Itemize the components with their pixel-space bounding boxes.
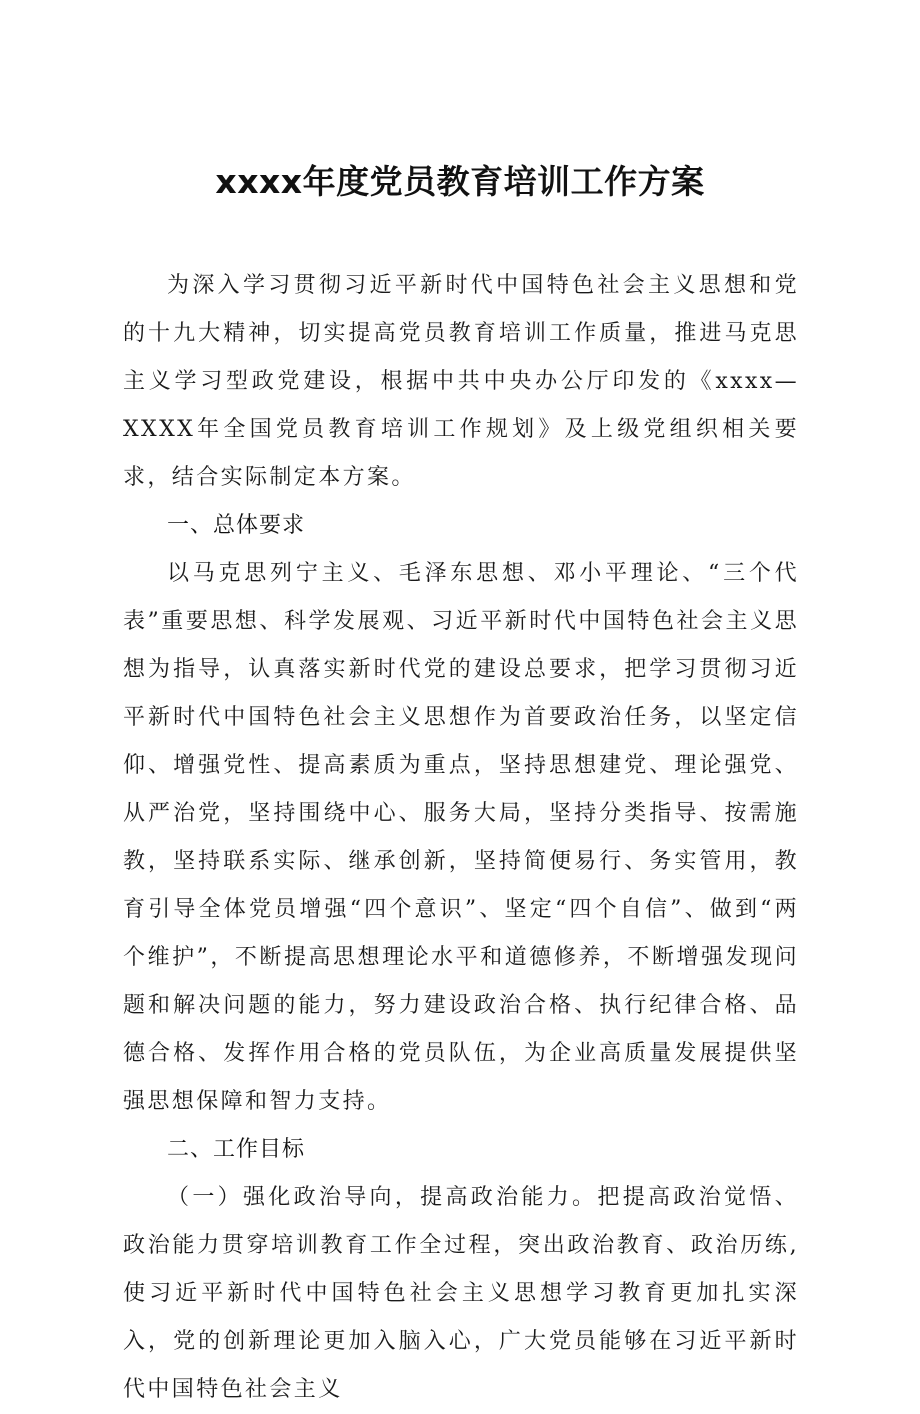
section-heading-general-requirements: 一、总体要求: [167, 513, 306, 538]
work-goals-item-1-paragraph: （一）强化政治导向，提高政治能力。把提高政治觉悟、政治能力贯穿培训教育工作全过程，突出政治教育、政治历练,使习近平新时代中国特色社会主义思想学习教育更加扎实深入，党的创新理论更加入脑入心，广大党员能够在习近平新时代中国特色社会主义: [123, 1185, 799, 1402]
document-body: [123, 262, 799, 1414]
general-requirements-paragraph: 以马克思列宁主义、毛泽东思想、邓小平理论、“三个代表”重要思想、科学发展观、习近平新时代中国特色社会主义思想为指导，认真落实新时代党的建设总要求，把学习贯彻习近平新时代中国特色社会主义思想作为首要政治任务，以坚定信仰、增强党性、提高素质为重点，坚持思想建党、理论强党、从严治党，坚持围绕中心、服务大局，坚持分类指导、按需施教，坚持联系实际、继承创新，坚持简便易行、务实管用，教育引导全体党员增强“四个意识”、坚定“四个自信”、做到“两个维护”，不断提高思想理论水平和道德修养，不断增强发现问题和解决问题的能力，努力建设政治合格、执行纪律合格、品德合格、发挥作用合格的党员队伍，为企业高质量发展提供坚强思想保障和智力支持。: [123, 561, 799, 1114]
intro-paragraph: 为深入学习贯彻习近平新时代中国特色社会主义思想和党的十九大精神，切实提高党员教育培训工作质量，推进马克思主义学习型政党建设，根据中共中央办公厅印发的《xxxx—XXXX年全国党员教育培训工作规划》及上级党组织相关要求，结合实际制定本方案。: [123, 273, 799, 490]
section-heading-work-goals: 二、工作目标: [167, 1137, 306, 1162]
document-title: xxxx年度党员教育培训工作方案: [215, 162, 705, 201]
